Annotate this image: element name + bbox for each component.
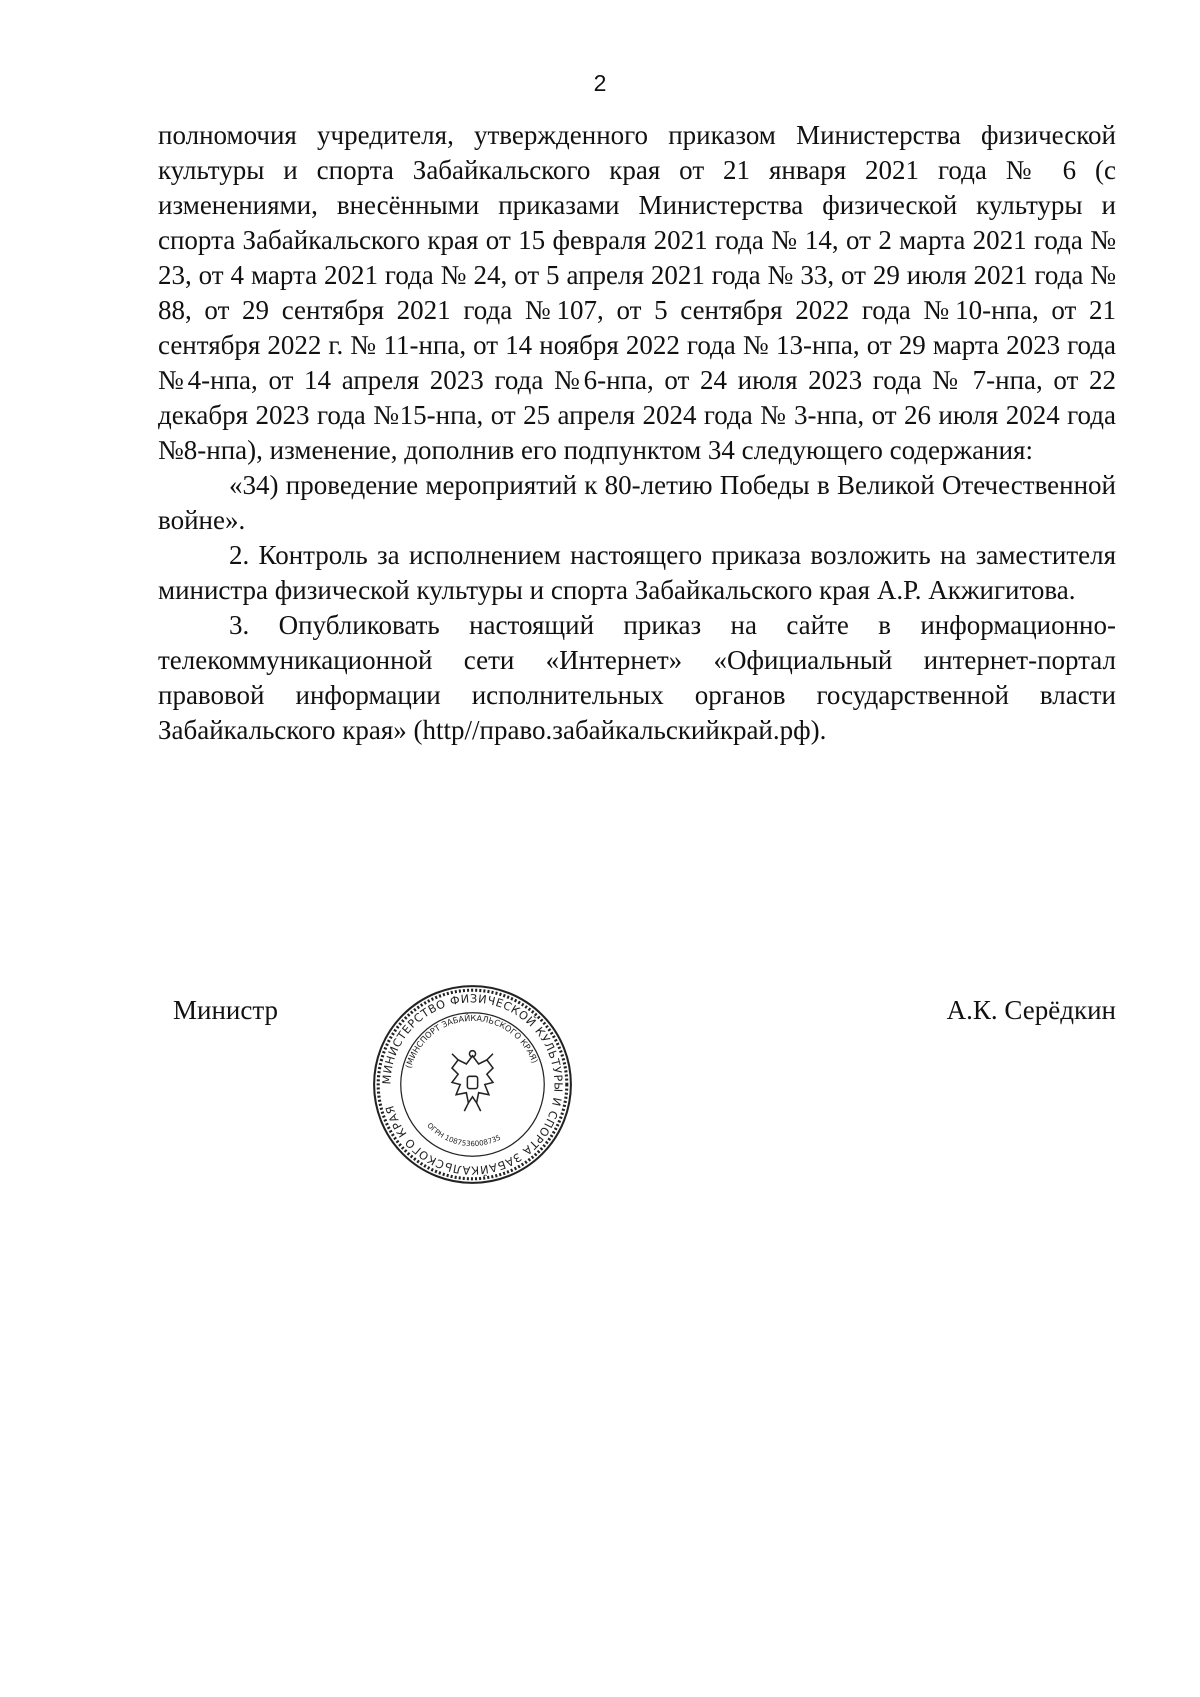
seal-icon	[370, 982, 575, 1187]
signature-block	[158, 992, 1116, 1235]
paragraph-continuation: полномочия учредителя, утвержденного приказом Министерства физической культуры и спорта Забайкальского края от 21 января 2021 года № 6 (с изменениями, внесёнными приказами Министерства физической культуры и спорта Забайкальского края от 15 февраля 2021 года № 14, от 2 марта 2021 года № 23, от 4 марта 2021 года № 24, от 5 апреля 2021 года № 33, от 29 июля 2021 года № 88, от 29 сентября 2021 года №107, от 5 сентября 2022 года №10-нпа, от 21 сентября 2022 г. № 11-нпа, от 14 ноября 2022 года № 13-нпа, от 29 марта 2023 года №4-нпа, от 14 апреля 2023 года №6-нпа, от 24 июля 2023 года № 7-нпа, от 22 декабря 2023 года №15-нпа, от 25 апреля 2024 года № 3-нпа, от 26 июля 2024 года №8-нпа), изменение, дополнив его подпунктом 34 следующего содержания:	[158, 120, 1116, 465]
page-number: 2	[593, 70, 607, 96]
signer-name: А.К. Серёдкин	[946, 995, 1116, 1025]
document-body	[158, 118, 1116, 748]
paragraph-point-3: 3. Опубликовать настоящий приказ на сайте в информационно-телекоммуникационной сети «Интернет» «Официальный интернет-портал правовой информации исполнительных органов государственной власти Забайкальского края» (http//право.забайкальскийкрай.рф).	[158, 610, 1116, 745]
signer-title: Министр	[173, 995, 278, 1025]
seal-outer-text: МИНИСТЕРСТВО ФИЗИЧЕСКОЙ КУЛЬТУРЫ И СПОРТА ЗАБАЙКАЛЬСКОГО КРАЯ	[380, 992, 565, 1177]
official-seal	[370, 982, 575, 1187]
seal-inner-text: (МИНСПОРТ ЗАБАЙКАЛЬСКОГО КРАЯ)	[403, 1012, 541, 1070]
double-headed-eagle-icon	[452, 1051, 493, 1111]
paragraph-point-2: 2. Контроль за исполнением настоящего приказа возложить на заместителя министра физической культуры и спорта Забайкальского края А.Р. Акжигитова.	[158, 540, 1116, 605]
seal-ogrn-text: ОГРН 1087536008735	[425, 1120, 503, 1149]
paragraph-subpoint-34: «34) проведение мероприятий к 80-летию Победы в Великой Отечественной войне».	[158, 470, 1116, 535]
